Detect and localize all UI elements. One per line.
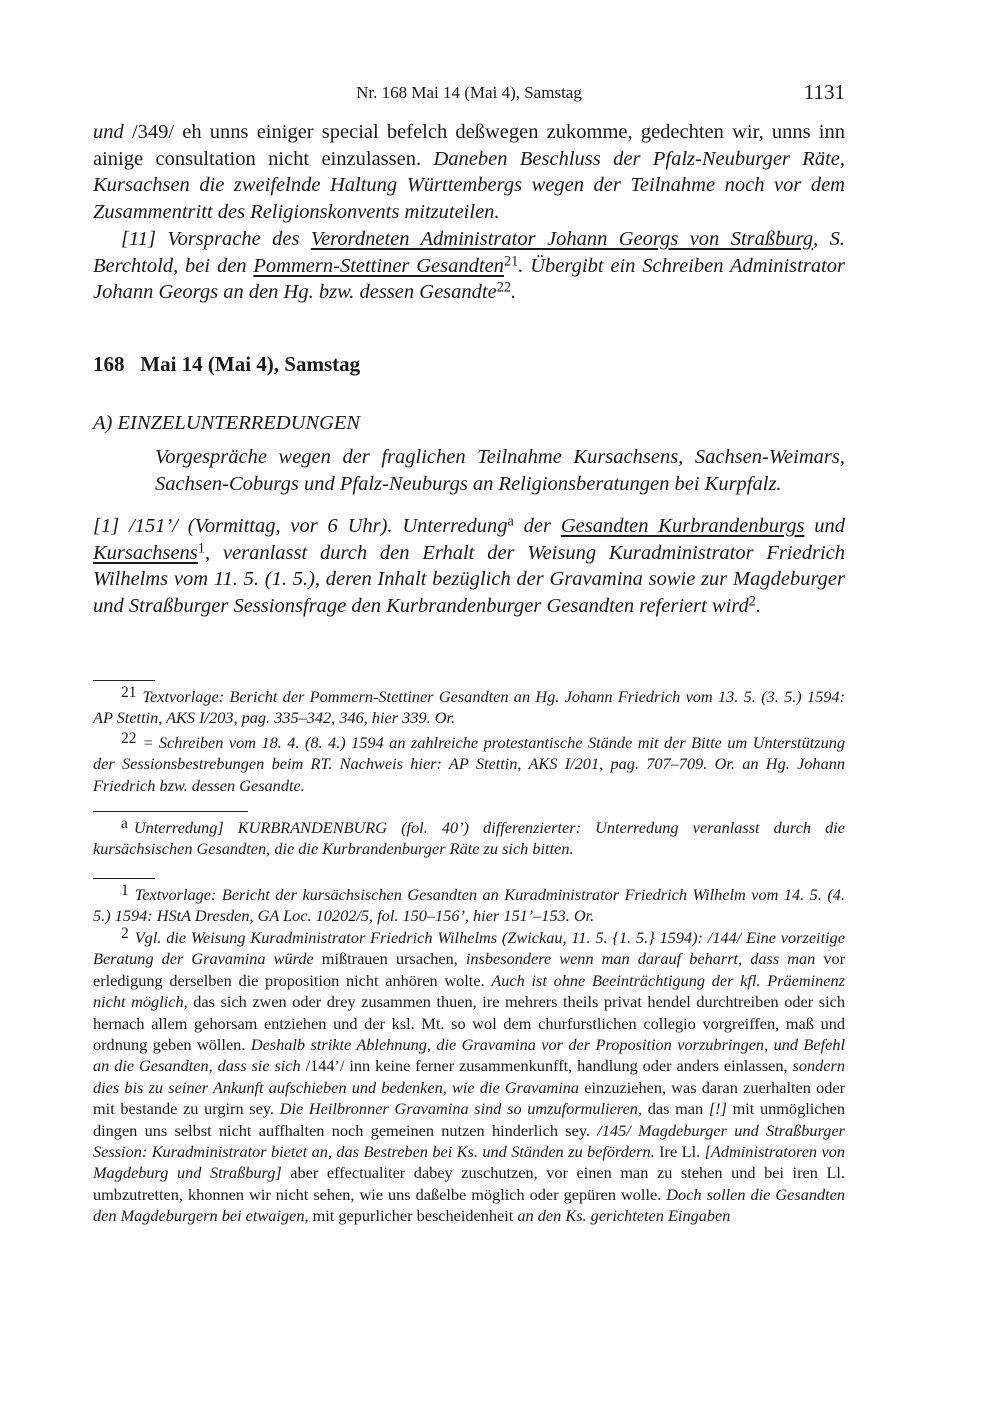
footnote-22 bbox=[93, 729, 845, 796]
footnote-marker: a bbox=[121, 814, 128, 832]
text-run: Textvorlage: Bericht der kursächsischen Gesandten an Kuradministrator Friedrich Wilhelm vom 14. 5. (4. 5.) 1594: HStA Dresden, GA Loc. 10202/5, fol. 150–156’, hier 151’–153. Or. bbox=[93, 885, 845, 926]
paragraph-continuation bbox=[93, 119, 845, 225]
underlined-text-run: Pommern-Stettiner Gesandten bbox=[253, 254, 504, 277]
underlined-text-run: Verordneten Administrator Johann Georgs von Straßburg bbox=[310, 228, 814, 250]
text-run: Doch sollen die Gesandten den Magdeburgern bei etwaigen, bbox=[93, 1184, 846, 1226]
text-run: , veranlasst durch den Erhalt der Weisung Kuradministrator Friedrich Wilhelms vom 11. 5. (1. 5.), deren Inhalt bezüglich der Gravamina sowie zur Magdeburger und Straßburger Sessionsfrage den Kurbrandenburger Gesandten referiert wird bbox=[93, 541, 845, 617]
text-run: [!] bbox=[708, 1099, 733, 1119]
footnote-marker: 21 bbox=[503, 253, 519, 270]
running-title: Nr. 168 Mai 14 (Mai 4), Samstag bbox=[356, 83, 582, 102]
text-run: und bbox=[93, 121, 132, 143]
paragraph-item-11 bbox=[93, 226, 845, 306]
footnote-marker: 21 bbox=[121, 683, 137, 701]
text-run: und bbox=[804, 515, 846, 537]
footnote-marker: 2 bbox=[748, 593, 756, 610]
text-run: . bbox=[511, 281, 517, 303]
subsection-heading: A) EINZELUNTERREDUNGEN bbox=[93, 412, 361, 434]
text-run: [Administratoren von Magdeburg und Straßburg] bbox=[93, 1142, 845, 1183]
text-run: vor erledigung derselben die proposition nicht anhören wolte. bbox=[93, 949, 846, 990]
text-run: mißtrauen ursachen, bbox=[321, 949, 466, 969]
text-run: an den Ks. gerichteten Eingaben bbox=[517, 1206, 731, 1226]
text-run: Deshalb strikte Ablehnung, die Gravamina vor der Proposition vorzubringen, und Befehl an die Gesandten, dass sie sich bbox=[93, 1035, 846, 1076]
text-run: mit gepurlicher bescheidenheit bbox=[312, 1206, 518, 1226]
text-run: Die Heilbronner Gravamina sind so umzuformulieren, bbox=[279, 1099, 648, 1119]
footnote-marker: 1 bbox=[121, 881, 129, 899]
text-run: Auch ist ohne Beeinträchtigung der kfl. Präeminenz nicht möglich, bbox=[93, 970, 846, 1012]
text-run: Textvorlage: Bericht der Pommern-Stettiner Gesandten an Hg. Johann Friedrich vom 13. 5. (3. 5.) 1594: AP Stettin, AKS I/203, pag. 335–342, 346, hier 339. Or. bbox=[93, 687, 845, 728]
apparatus-rule bbox=[93, 811, 248, 812]
footnote-marker: 2 bbox=[121, 924, 129, 942]
text-run: . bbox=[755, 594, 762, 617]
text-run: Ire Ll. bbox=[659, 1142, 705, 1162]
section-number: 168 bbox=[93, 352, 125, 376]
text-run: aber effectualiter dabey zuschutzen, vor einen man zu stehen und bei iren Ll. umbzutretten, khonnen wir nicht sehen, wie uns daßelbe möglich oder gepüren wolle. bbox=[93, 1163, 845, 1204]
underlined-text-run: Kursachsens bbox=[93, 541, 198, 564]
footnote-marker: 22 bbox=[496, 279, 512, 296]
footnote-marker: 1 bbox=[197, 540, 205, 557]
text-run: /349/ eh unns einiger special befelch deßwegen zukomme, gedechten wir, unns inn ainige consultation nicht einzulassen. bbox=[93, 121, 846, 170]
footnote-1 bbox=[93, 881, 845, 927]
text-run: Daneben Beschluss der Pfalz-Neuburger Räte, Kursachsen die zweifelnde Haltung Württembergs wegen der Teilnahme noch vor dem Zusammentritt des Religionskonvents mitzuteilen. bbox=[93, 147, 845, 223]
paragraph-item-1 bbox=[93, 513, 845, 619]
footnote-2 bbox=[93, 924, 846, 1227]
footnote-marker: a bbox=[507, 513, 514, 530]
text-run: [1] /151’/ (Vormittag, vor 6 Uhr). Unterredung bbox=[93, 515, 508, 537]
footnote-21 bbox=[93, 683, 845, 729]
text-run: = Schreiben vom 18. 4. (8. 4.) 1594 an zahlreiche protestantische Stände mit der Bitte um Unterstützung der Sessionsbestrebungen beim RT. Nachweis hier: AP Stettin, AKS I/201, pag. 707–709. Or. an Hg. Johann Friedrich bzw. dessen Gesandte. bbox=[93, 733, 845, 795]
text-run: insbesondere wenn man darauf beharrt, dass man bbox=[465, 949, 824, 969]
footnote-marker: 22 bbox=[121, 729, 137, 747]
text-run: Vgl. die Weisung Kuradministrator Friedrich Wilhelms (Zwickau, 11. 5. {1. 5.} 1594): /144/ Eine vorzeitige Beratung der Gravamina würde bbox=[93, 928, 845, 969]
summary: Vorgespräche wegen der fraglichen Teilnahme Kursachsens, Sachsen-Weimars, Sachsen-Coburgs und Pfalz-Neuburgs an Religionsberatungen bei Kurpfalz. bbox=[155, 446, 845, 495]
underlined-text-run: Gesandten Kurbrandenburgs bbox=[560, 515, 805, 537]
page-number: 1131 bbox=[803, 80, 845, 104]
text-run: sondern dies bis zu seiner Ankunft aufschieben und bedenken, wie die Gravamina bbox=[93, 1056, 845, 1097]
section-title: Mai 14 (Mai 4), Samstag bbox=[140, 352, 361, 376]
text-run: [11] Vorsprache des bbox=[121, 228, 311, 250]
text-run: das sich zwen oder drey zusammen thuen, ire mehrers theils privat hendel durchtreiben oder sich hernach allem gehorsam entziehen und der ksl. Mt. so wol dem churfurstlichen collegio vorgreiffen, maß und ordnung geben wöllen. bbox=[93, 992, 845, 1055]
text-run: /144’/ inn keine ferner zusammenkunfft, handlung oder anders einlassen, bbox=[305, 1056, 793, 1076]
text-run: einzuziehen, was daran zuerhalten oder mit bestande zu urgirn sey. bbox=[93, 1077, 845, 1119]
text-run: der bbox=[513, 515, 561, 537]
text-run: , S. Berchtold, bei den bbox=[93, 228, 845, 277]
footnote-a bbox=[93, 814, 845, 860]
text-run: . Übergibt ein Schreiben Administrator Johann Georgs an den Hg. bzw. dessen Gesandte bbox=[93, 254, 845, 303]
section-heading bbox=[93, 352, 360, 377]
text-run: mit unmöglichen dingen uns selbst nicht auffhalten noch gemeinen nutzen hinderlich sey. bbox=[93, 1099, 845, 1140]
text-run: Unterredung] KURBRANDENBURG (fol. 40’) differenzierter: Unterredung veranlasst durch die kursächsischen Gesandten, die die Kurbrandenburger Räte zu sich bitten. bbox=[93, 818, 845, 859]
text-run: /145/ Magdeburger und Straßburger Session: Kuradministrator bietet an, das Bestreben bei Ks. und Ständen zu befördern. bbox=[93, 1120, 846, 1162]
text-run: das man bbox=[647, 1099, 709, 1119]
footnote-rule bbox=[93, 878, 155, 879]
footnote-rule bbox=[93, 680, 155, 681]
page-header bbox=[93, 80, 845, 106]
